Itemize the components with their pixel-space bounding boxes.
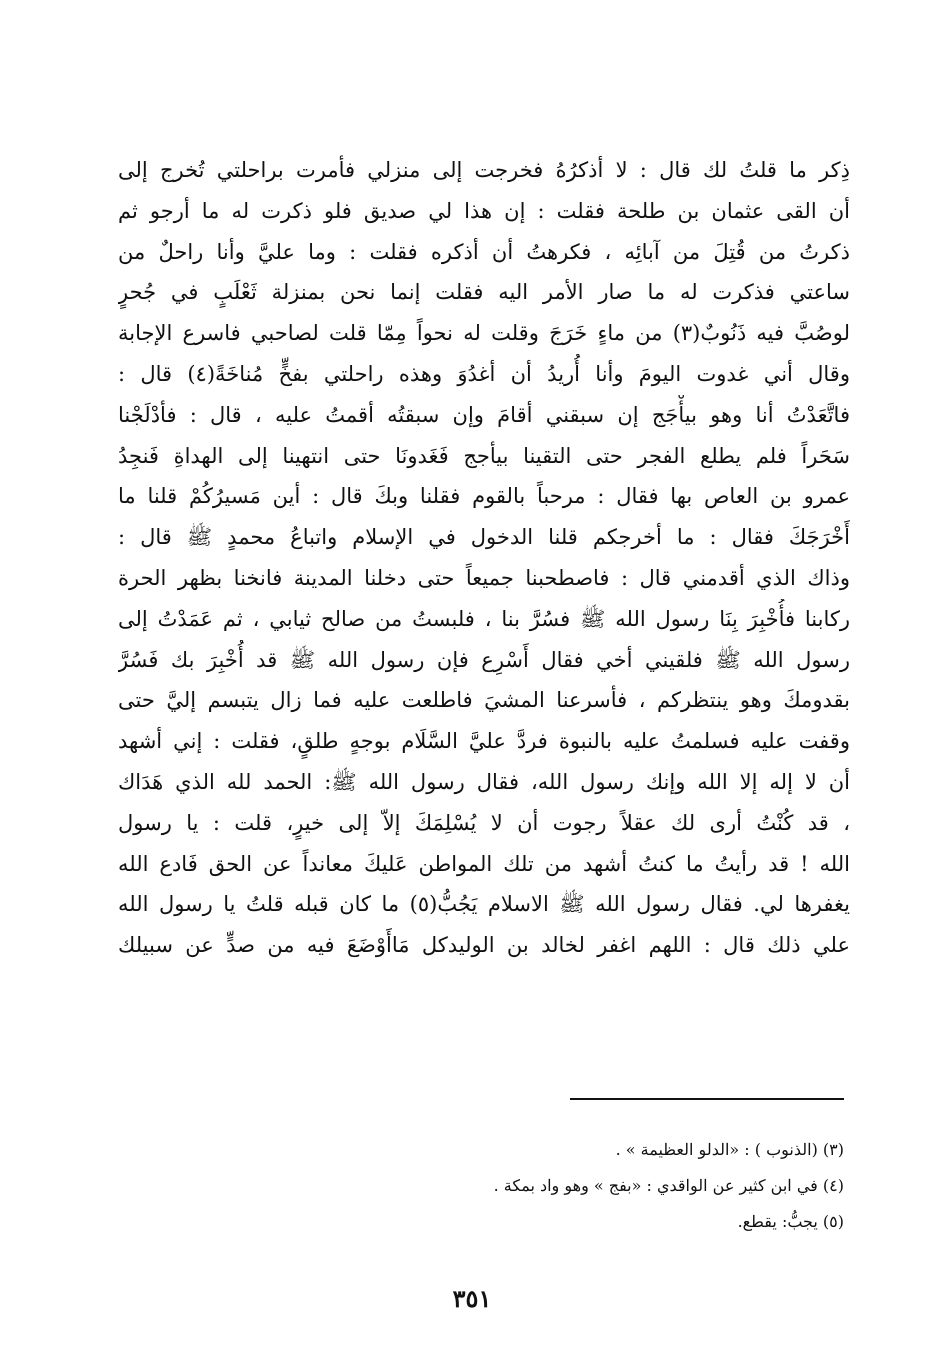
text-line: فاتَّعَدْتُ أنا وهو بيأْجَج إن سبقني أقامَ وإن سبقتُه أقمتُ عليه ، قال : فأدْلَجْنا xyxy=(118,402,850,427)
text-line: أن القى عثمان بن طلحة فقلت : إن هذا لي صديق فلو ذكرت له ما أرجو ثم xyxy=(118,198,850,223)
text-line: أَخْرَجَكَ فقال : ما أخرجكم قلنا الدخول في الإسلام واتباعُ محمدٍ ﷺ قال : xyxy=(118,525,850,550)
footnote-5: (٥) يجبُّ: يقطع. xyxy=(737,1212,844,1231)
text-line: ذِكر ما قلتُ لك قال : لا أذكرُهُ فخرجت إلى منزلي فأمرت براحلتي تُخرج إلى xyxy=(118,158,850,182)
footnote-4: (٤) في ابن كثير عن الواقدي : «بفج » وهو واد بمكة . xyxy=(493,1176,844,1195)
page-number: ٣٥١ xyxy=(452,1284,492,1313)
text-line: ، قد كُنْتُ أرى لك عقلاً رجوت أن لا يُسْلِمَكَ إلاّ إلى خيرٍ، قلت : يا رسول xyxy=(118,810,850,835)
text-line: ساعتي فذكرت له ما صار الأمر اليه فقلت إنما نحن بمنزلة ثَعْلَبٍ في جُحرٍ xyxy=(118,280,850,305)
text-line: يغفرها لي. فقال رسول الله ﷺ الاسلام يَجُبُّ(٥) ما كان قبله قلتُ يا رسول الله xyxy=(118,892,850,917)
body-text xyxy=(118,150,850,966)
footnotes xyxy=(300,1132,844,1240)
text-line: سَحَراً فلم يطلع الفجر حتى التقينا بيأجج فَغَدونَا حتى انتهينا إلى الهداةِ فَنجِدُ xyxy=(118,443,850,468)
text-line: الله ! قد رأيتُ ما كنتُ أشهد من تلك المواطن عَليكَ معانداً عن الحق فَادع الله xyxy=(118,851,850,876)
text-line: ذكرتُ من قُتِلَ من آبائِه ، فكرهتُ أن أذكره فقلت : وما عليَّ وأنا راحلٌ من xyxy=(118,239,850,264)
footnote-3: (٣) (الذنوب ) : «الدلو العظيمة » . xyxy=(615,1140,844,1159)
text-line: لوصُبَّ فيه ذَنُوبٌ(٣) من ماءٍ خَرَجَ وقلت له نحواً مِمّا قلت لصاحبي فاسرع الإجابة xyxy=(118,321,850,346)
text-line: وقال أني غدوت اليومَ وأنا أُريدُ أن أغدُوَ وهذه راحلتي بفخٍّ مُناخَةً(٤) قال : xyxy=(118,361,850,386)
text-line: عمرو بن العاص بها فقال : مرحباً بالقوم فقلنا وبكَ قال : أين مَسيرُكُمْ قلنا ما xyxy=(118,484,850,509)
text-line: وذاك الذي أقدمني قال : فاصطحبنا جميعاً حتى دخلنا المدينة فانخنا بظهر الحرة xyxy=(118,565,850,590)
text-line: بقدومكَ وهو ينتظركم ، فأسرعنا المشيَ فاطلعت عليه فما زال يتبسم إليَّ حتى xyxy=(118,688,850,713)
text-line: علي ذلك قال : اللهم اغفر لخالد بن الوليدكل مَاأَوْضَعَ فيه من صدٍّ عن سبيلك xyxy=(118,933,850,958)
text-line: رسول الله ﷺ فلقيني أخي فقال أَسْرِع فإن رسول الله ﷺ قد أُخْبِرَ بك فَسُرَّ xyxy=(118,647,850,672)
text-line: وقفت عليه فسلمتُ عليه بالنبوة فردَّ عليَّ السَّلَام بوجهٍ طلقٍ، فقلت : إني أشهد xyxy=(118,729,850,754)
footnote-separator xyxy=(570,1098,844,1100)
text-line: أن لا إله إلا الله وإنك رسول الله، فقال رسول الله ﷺ: الحمد لله الذي هَدَاك xyxy=(118,769,850,794)
text-line: ركابنا فأُخْبِرَ بِنَا رسول الله ﷺ فسُرَّ بنا ، فلبستُ من صالح ثيابي ، ثم عَمَدْتُ إلى xyxy=(118,606,850,631)
